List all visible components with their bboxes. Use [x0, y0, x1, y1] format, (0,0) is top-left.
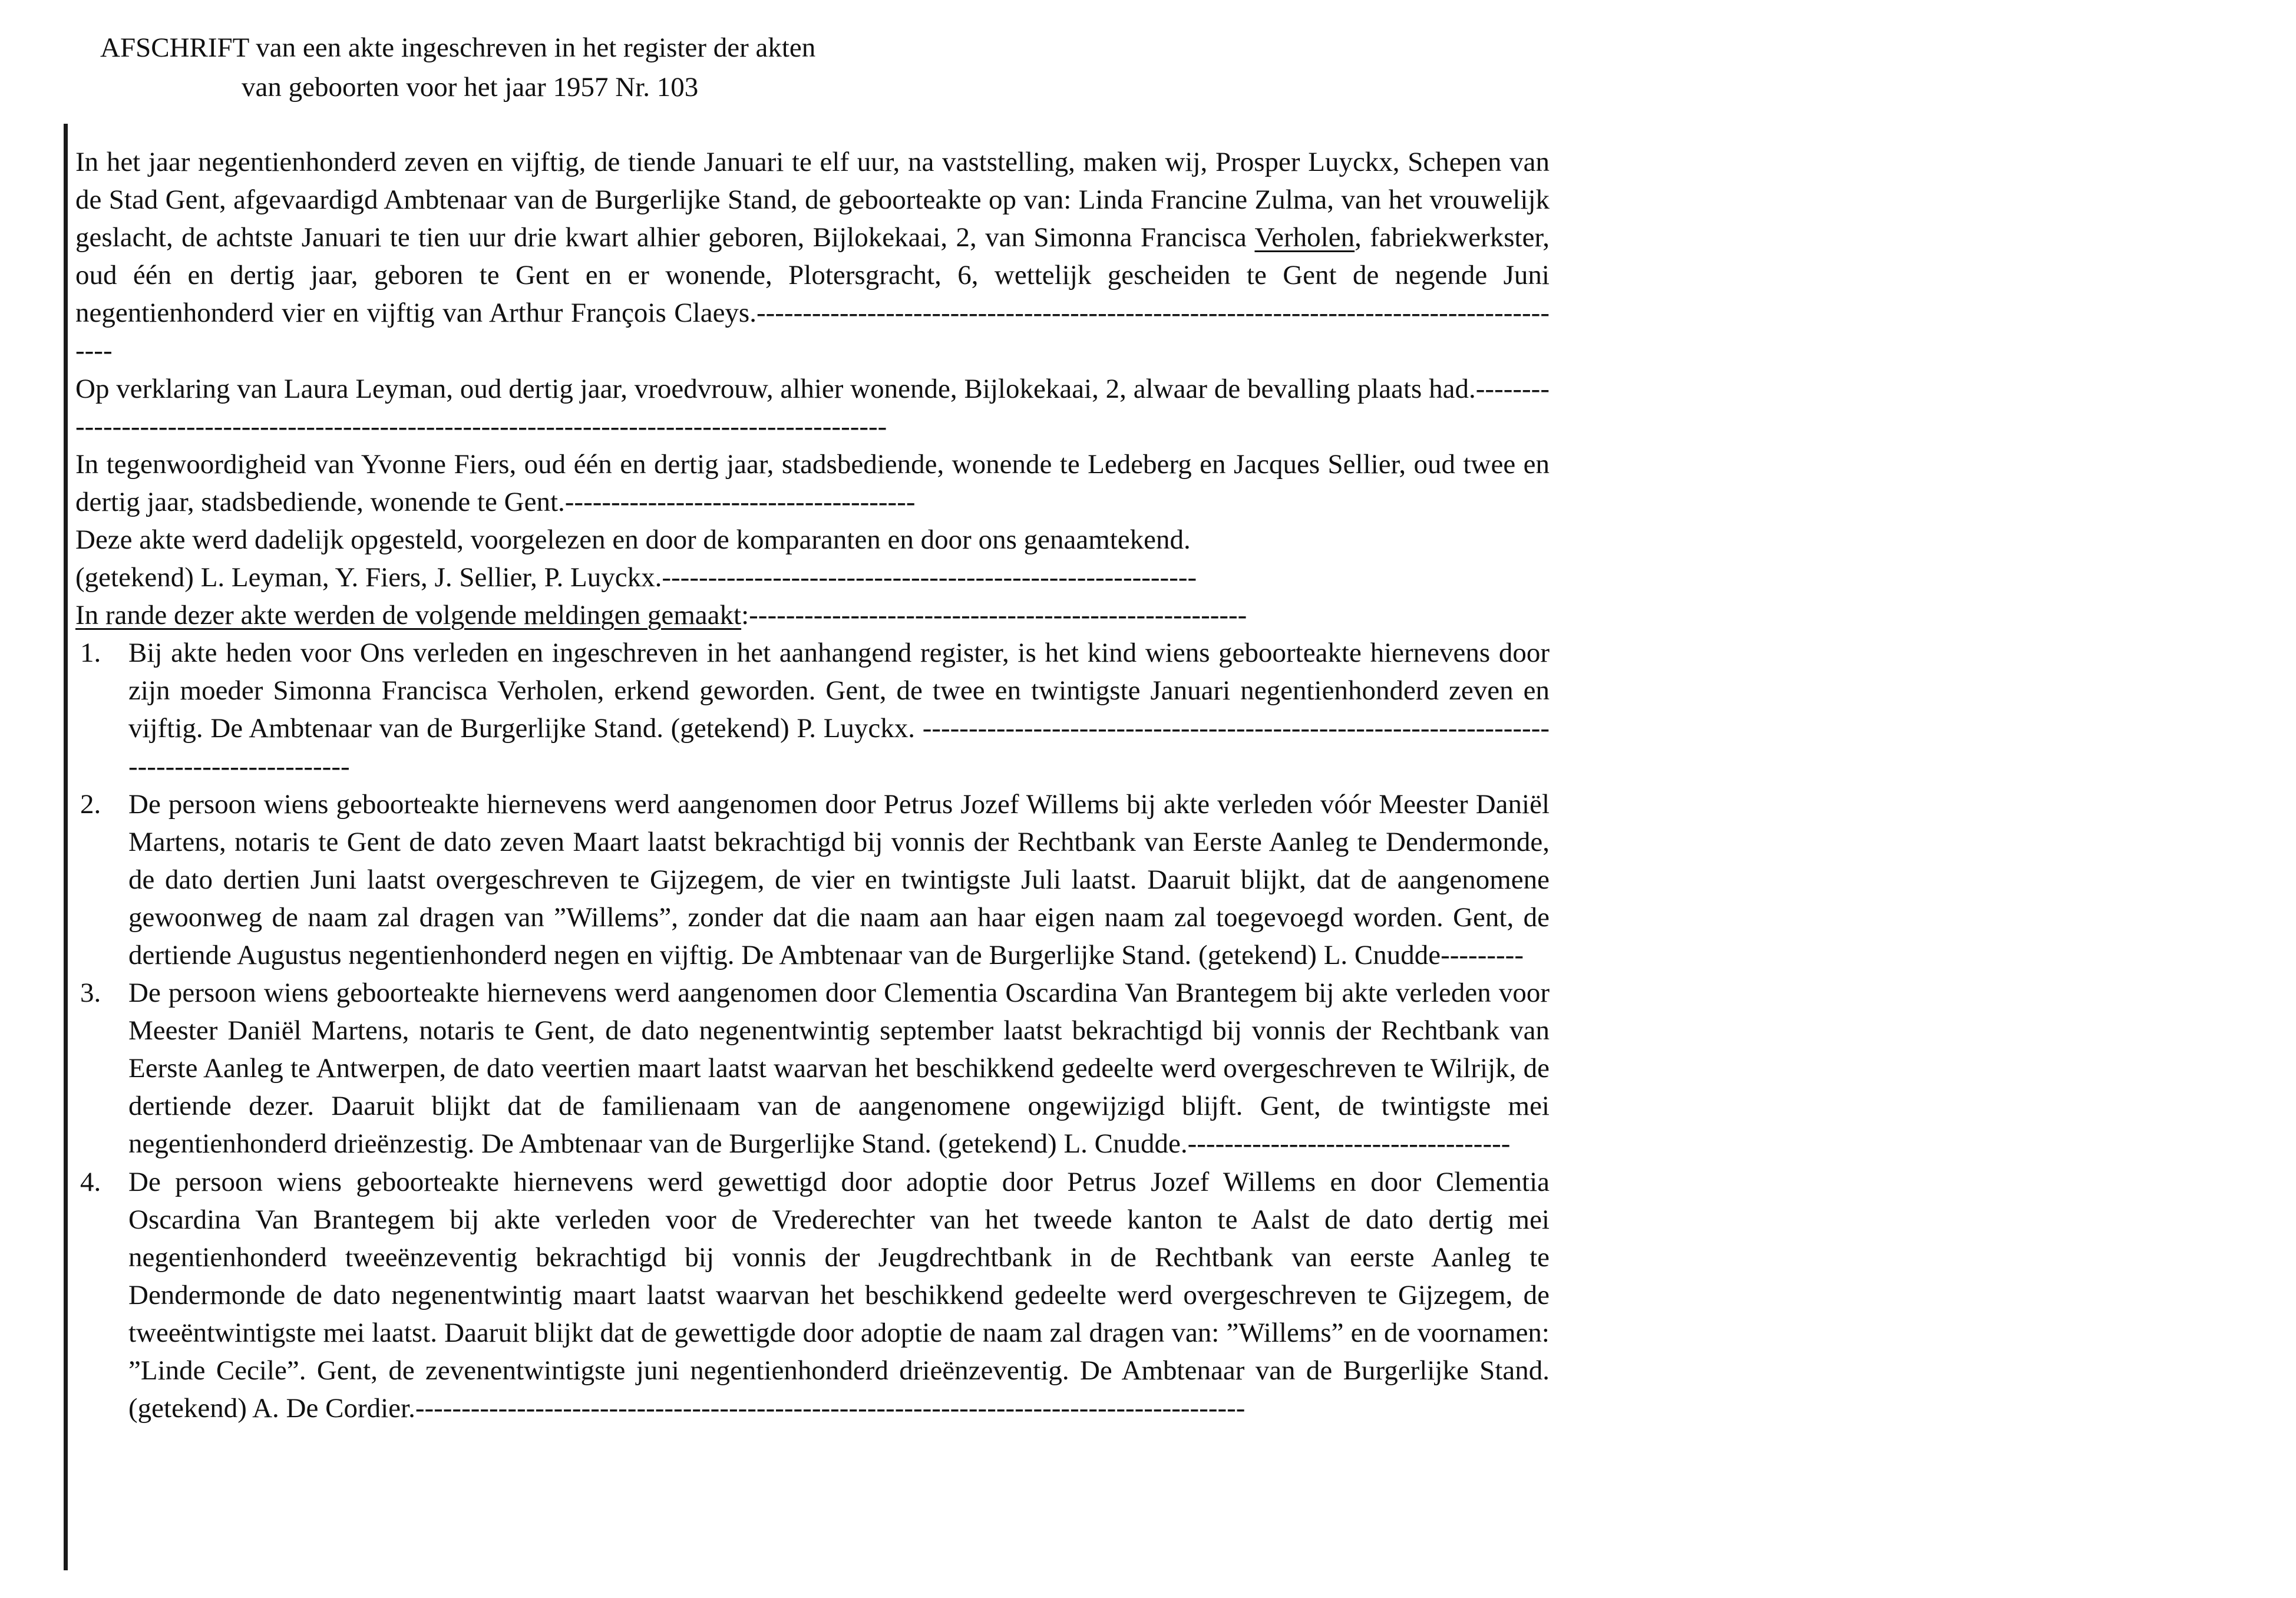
list-item — [75, 1163, 1550, 1428]
akte-paragraph-declaration — [75, 143, 1550, 370]
akte-text: , fabriekwerkster, oud één en dertig jaar, geboren te Gent en er wonende, Plotersgracht, 6, wettelijk gescheiden te Gent de negende Juni negentienhonderd vier en vijftig van Arthur François Claeys.------------------------------------------------------------------------------------------ — [75, 222, 1550, 367]
melding-text: De persoon wiens geboorteakte hiernevens werd aangenomen door Clementia Oscardina Van Brantegem bij akte verleden voor Meester Daniël Martens, notaris te Gent, de dato negenentwintig september laatst bekrachtigd bij vonnis der Rechtbank van Eerste Aanleg te Antwerpen, de dato veertien maart laatst waarvan het beschikkend gedeelte werd overgeschreven te Wilrijk, de dertiende dezer. Daaruit blijkt dat de familienaam van de aangenomene ongewijzigd blijft. Gent, de twintigste mei negentienhonderd drieënzestig. De Ambtenaar van de Burgerlijke Stand. (getekend) L. Cnudde.----------------------------------- — [128, 978, 1550, 1160]
list-item — [75, 634, 1550, 785]
melding-text: Bij akte heden voor Ons verleden en ingeschreven in het aanhangend register, is het kind wiens geboorteakte hiernevens door zijn moeder Simonna Francisca Verholen, erkend geworden. Gent, de twee en twintigste Januari negentienhonderd zeven en vijftig. De Ambtenaar van de Burgerlijke Stand. (getekend) P. Luyckx. -------------------------------------------------------------------------------------------- — [128, 638, 1550, 782]
list-item — [75, 785, 1550, 974]
melding-number: 2. — [80, 788, 101, 820]
akte-body — [75, 143, 1550, 1427]
akte-text: In het jaar negentienhonderd zeven en vijftig, de tiende Januari te elf uur, na vaststelling, maken wij, Prosper Luyckx, Schepen van de Stad Gent, afgevaardigd Ambtenaar van de Burgerlijke Stand, de geboorteakte op van: Linda Francine Zulma, van het vrouwelijk geslacht, de achtste Januari te tien uur drie kwart alhier geboren, Bijlokekaai, 2, van Simonna Francisca — [75, 147, 1550, 253]
meldingen-heading — [75, 596, 1550, 634]
akte-paragraph-handtekeningen: (getekend) L. Leyman, Y. Fiers, J. Sellier, P. Luyckx.---------------------------------------------------------- — [75, 562, 1197, 593]
left-margin-rule — [64, 124, 68, 1570]
meldingen-heading-text: In rande dezer akte werden de volgende meldingen gemaakt — [75, 600, 742, 631]
melding-number: 3. — [80, 978, 101, 1009]
melding-number: 1. — [80, 638, 101, 669]
melding-number: 4. — [80, 1166, 101, 1197]
akte-paragraph-getuigen: In tegenwoordigheid van Yvonne Fiers, oud één en dertig jaar, stadsbediende, wonende te Ledeberg en Jacques Sellier, oud twee en dertig jaar, stadsbediende, wonende te Gent.-------------------------------------- — [75, 448, 1550, 517]
melding-text: De persoon wiens geboorteakte hiernevens werd gewettigd door adoptie door Petrus Jozef Willems en door Clementia Oscardina Van Brantegem bij akte verleden voor de Vrederechter van het tweede kanton te Aalst de dato dertig mei negentienhonderd tweeënzeventig bekrachtigd bij vonnis der Jeugdrechtbank in de Rechtbank van eerste Aanleg te Dendermonde de dato negenentwintig maart laatst waarvan het beschikkend gedeelte werd overgeschreven te Gijzegem, de tweeëntwintigste mei laatst. Daaruit blijkt dat de gewettigde door adoptie de naam zal dragen van: ”Willems” en de voornamen: ”Linde Cecile”. Gent, de zevenentwintigste juni negentienhonderd drieënzeventig. De Ambtenaar van de Burgerlijke Stand. (getekend) A. De Cordier.------------------------------------------------------------------------------------------ — [128, 1166, 1550, 1424]
meldingen-heading-tail: :------------------------------------------------------ — [741, 600, 1247, 631]
header-title-line-2: van geboorten voor het jaar 1957 Nr. 103 — [242, 72, 699, 103]
akte-paragraph-verklaring: Op verklaring van Laura Leyman, oud dertig jaar, vroedvrouw, alhier wonende, Bijlokekaai, 2, alwaar de bevalling plaats had.------------------------------------------------------------------------------------------------ — [75, 373, 1550, 442]
melding-text: De persoon wiens geboorteakte hiernevens werd aangenomen door Petrus Jozef Willems bij akte verleden vóór Meester Daniël Martens, notaris te Gent de dato zeven Maart laatst bekrachtigd bij vonnis der Rechtbank van Eerste Aanleg te Dendermonde, de dato dertien Juni laatst overgeschreven te Gijzegem, de vier en twintigste Juli laatst. Daaruit blijkt, dat de aangenomene gewoonweg de naam zal dragen van ”Willems”, zonder dat die naam aan haar eigen naam zal toegevoegd worden. Gent, de dertiende Augustus negentienhonderd negen en vijftig. De Ambtenaar van de Burgerlijke Stand. (getekend) L. Cnudde--------- — [128, 788, 1550, 970]
underlined-surname: Verholen — [1254, 222, 1355, 253]
meldingen-list — [75, 634, 1550, 1427]
list-item — [75, 974, 1550, 1163]
document-header — [100, 28, 984, 107]
header-title-line-1: AFSCHRIFT van een akte ingeschreven in het register der akten — [100, 32, 816, 63]
akte-paragraph-opgesteld: Deze akte werd dadelijk opgesteld, voorgelezen en door de komparanten en door ons genaamtekend. — [75, 524, 1191, 555]
